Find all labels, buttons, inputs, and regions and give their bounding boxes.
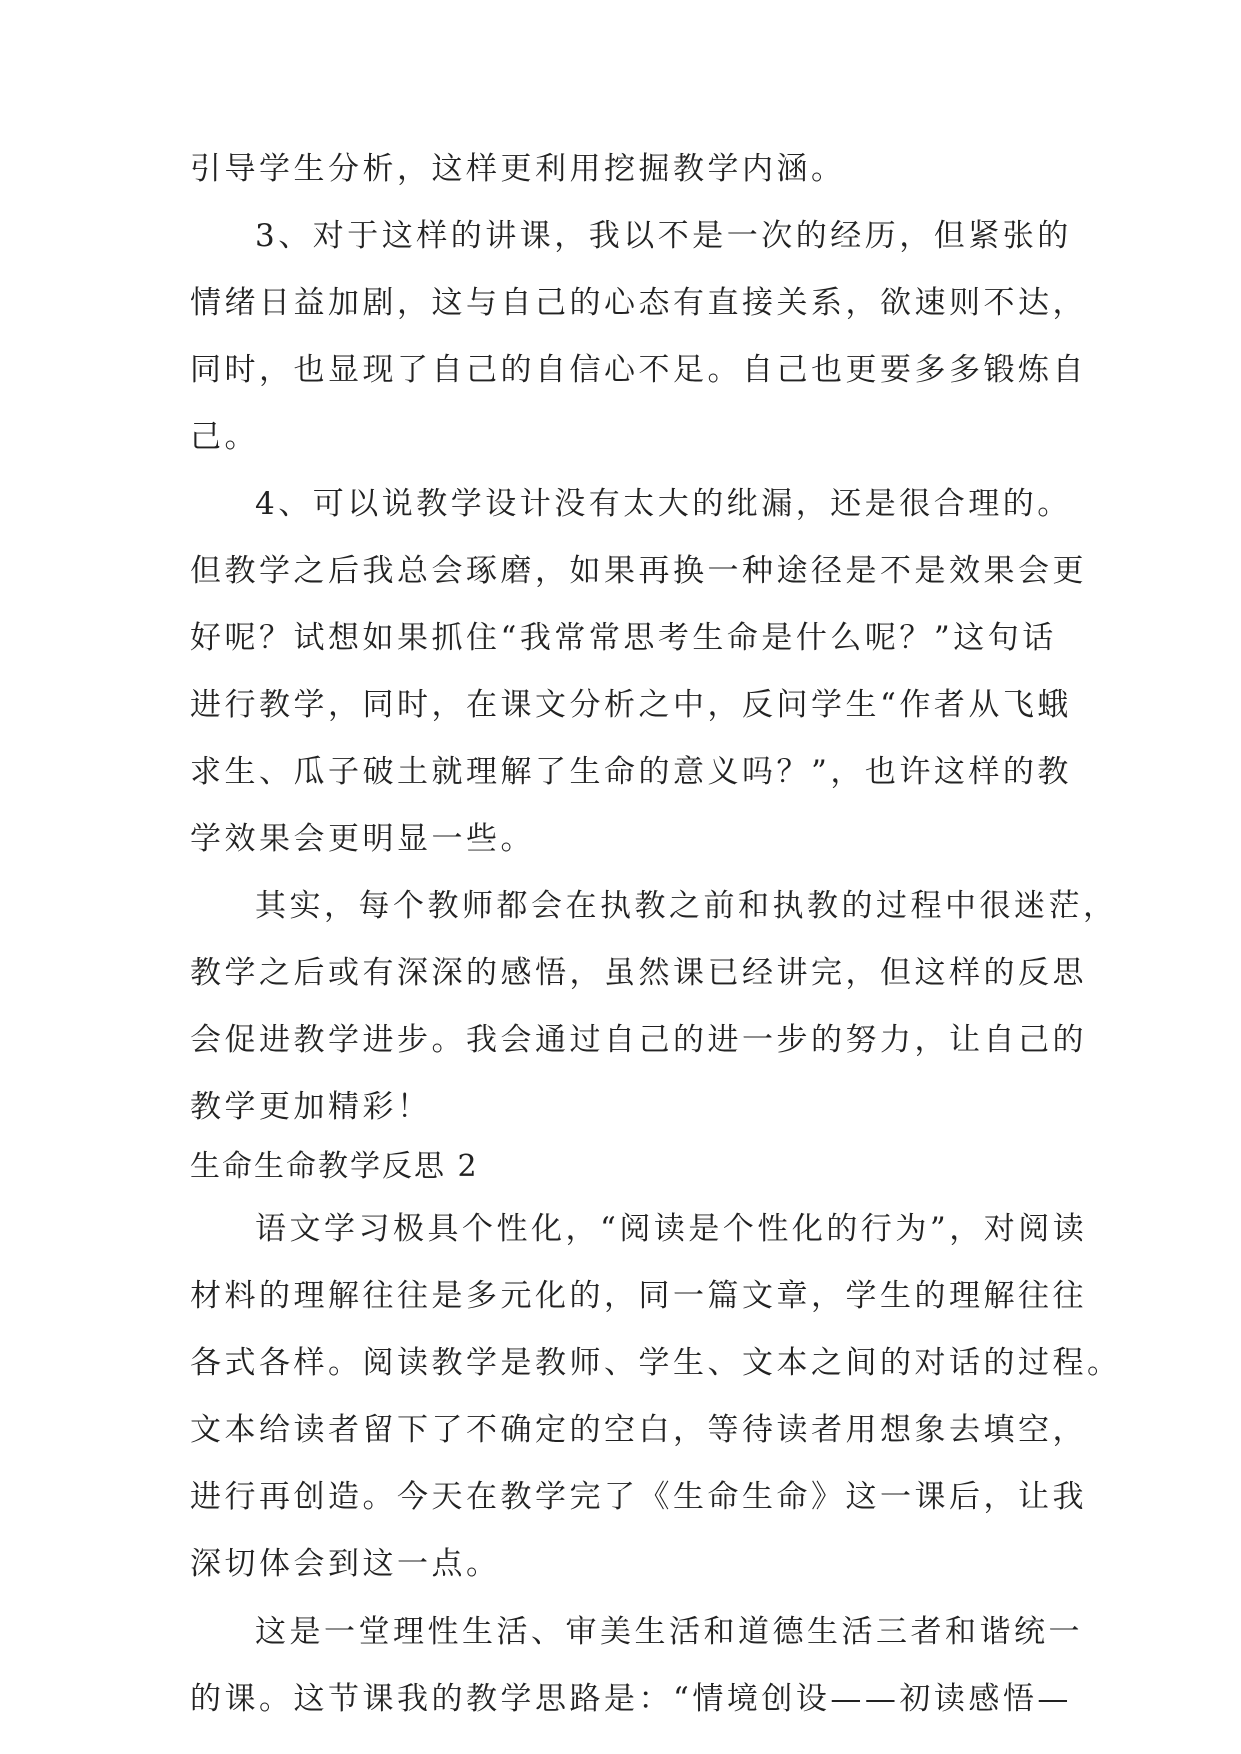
text-line: 情绪日益加剧，这与自己的心态有直接关系，欲速则不达，	[190, 285, 1087, 321]
text-line: 进行教学，同时，在课文分析之中，反问学生“作者从飞蛾	[190, 687, 1072, 723]
text-line: 深切体会到这一点。	[190, 1546, 501, 1582]
text-line: 3、对于这样的讲课，我以不是一次的经历，但紧张的	[255, 218, 1072, 254]
text-line: 教学更加精彩！	[190, 1089, 432, 1125]
text-line: 引导学生分析，这样更利用挖掘教学内涵。	[190, 151, 846, 187]
text-line: 会促进教学进步。我会通过自己的进一步的努力，让自己的	[190, 1022, 1087, 1058]
text-line: 学效果会更明显一些。	[190, 821, 535, 857]
text-line: 的课。这节课我的教学思路是：“情境创设——初读感悟—	[190, 1681, 1072, 1717]
text-line: 4、可以说教学设计没有太大的纰漏，还是很合理的。	[255, 486, 1072, 522]
text-line: 材料的理解往往是多元化的，同一篇文章，学生的理解往往	[190, 1278, 1087, 1314]
text-line: 进行再创造。今天在教学完了《生命生命》这一课后，让我	[190, 1479, 1087, 1515]
text-line: 这是一堂理性生活、审美生活和道德生活三者和谐统一	[255, 1614, 1083, 1650]
text-line: 各式各样。阅读教学是教师、学生、文本之间的对话的过程。	[190, 1345, 1122, 1381]
text-line: 同时，也显现了自己的自信心不足。自己也更要多多锻炼自	[190, 352, 1087, 388]
text-line: 其实，每个教师都会在执教之前和执教的过程中很迷茫，	[255, 888, 1118, 924]
text-line: 求生、瓜子破土就理解了生命的意义吗？”，也许这样的教	[190, 754, 1072, 790]
text-line: 但教学之后我总会琢磨，如果再换一种途径是不是效果会更	[190, 553, 1087, 589]
text-line: 己。	[190, 419, 259, 455]
text-line: 语文学习极具个性化，“阅读是个性化的行为”，对阅读	[255, 1211, 1088, 1247]
text-line: 好呢？试想如果抓住“我常常思考生命是什么呢？”这句话	[190, 620, 1057, 656]
section-heading: 生命生命教学反思 2	[190, 1149, 479, 1184]
text-line: 文本给读者留下了不确定的空白，等待读者用想象去填空，	[190, 1412, 1087, 1448]
text-line: 教学之后或有深深的感悟，虽然课已经讲完，但这样的反思	[190, 955, 1087, 991]
